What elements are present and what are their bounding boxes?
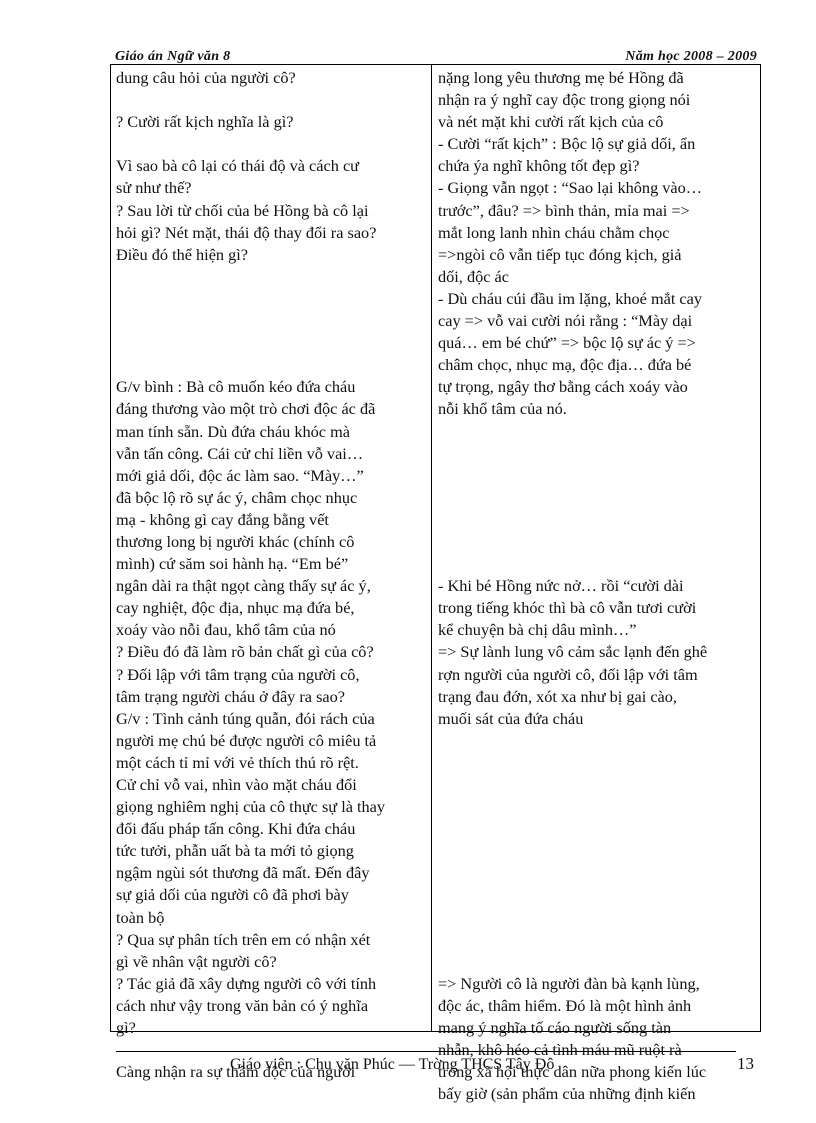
- right-col-line: dối, độc ác: [438, 266, 509, 286]
- left-col-line: giọng nghiêm nghị của cô thực sự là thay: [116, 797, 386, 817]
- right-col-line: mắt long lanh nhìn cháu chằm chọc: [438, 222, 670, 242]
- right-col-blank-line: [438, 465, 756, 487]
- left-col-line: ngậm ngùi sót thương đã mất. Đến đây: [116, 863, 370, 883]
- footer-rule: [116, 1051, 736, 1052]
- left-col-line: một cách tỉ mỉ với vẻ thích thú rõ rệt.: [116, 752, 359, 772]
- right-col-blank-line: [438, 951, 756, 973]
- right-col-line: châm chọc, nhục mạ, độc địa… đứa bé: [438, 355, 692, 375]
- left-col-line: sự giả dối của người cô đã phơi bày: [116, 885, 349, 905]
- left-col-blank-line: [116, 332, 422, 354]
- content-column: [438, 67, 756, 1105]
- left-col-line: Vì sao bà cô lại có thái độ và cách cư: [116, 156, 359, 176]
- footer-teacher-info: Giáo viên : Chu văn Phúc — Trờng THCS Tây Đô: [230, 1056, 555, 1073]
- right-col-line: và nét mặt khi cười rất kịch của cô: [438, 112, 664, 132]
- left-col-line: man tính sẵn. Dù đứa cháu khóc mà: [116, 421, 350, 441]
- right-col-blank-line: [438, 487, 756, 509]
- right-col-line: => Người cô là người đàn bà kạnh lùng,: [438, 973, 700, 993]
- left-col-line: toàn bộ: [116, 907, 165, 927]
- right-col-blank-line: [438, 752, 756, 774]
- left-col-line: cách như vậy trong văn bản có ý nghĩa: [116, 995, 369, 1015]
- left-col-line: xoáy vào nỗi đau, khổ tâm của nó: [116, 620, 336, 640]
- left-col-line: ? Tác giả đã xây dựng người cô với tính: [116, 973, 377, 993]
- right-col-line: muối sát của đứa cháu: [438, 708, 584, 728]
- left-col-line: mình) cứ săm soi hành hạ. “Em bé”: [116, 554, 349, 574]
- right-col-line: trạng đau đớn, xót xa như bị gai cào,: [438, 686, 677, 706]
- right-col-line: trong xã hội thực dân nữa phong kiến lúc: [438, 1062, 707, 1082]
- left-col-line: đã bộc lộ rõ sự ác ý, châm chọc nhục: [116, 487, 358, 507]
- right-col-blank-line: [438, 907, 756, 929]
- right-col-line: nhận ra ý nghĩ cay độc trong giọng nói: [438, 90, 691, 110]
- left-col-line: sử như thế?: [116, 178, 192, 198]
- left-col-line: Điều đó thể hiện gì?: [116, 244, 249, 264]
- left-col-blank-line: [116, 310, 422, 332]
- right-col-line: chứa ýa nghĩ không tốt đẹp gì?: [438, 156, 640, 176]
- left-col-line: gì về nhân vật người cô?: [116, 951, 277, 971]
- right-col-blank-line: [438, 443, 756, 465]
- right-col-blank-line: [438, 553, 756, 575]
- teacher-activity-column: [116, 67, 422, 1083]
- right-col-blank-line: [438, 796, 756, 818]
- left-col-blank-line: [116, 288, 422, 310]
- right-col-blank-line: [438, 774, 756, 796]
- right-col-line: - Dù cháu cúi đầu im lặng, khoé mắt cay: [438, 288, 703, 308]
- left-col-line: ? Sau lời từ chối của bé Hồng bà cô lại: [116, 200, 369, 220]
- page-number: 13: [737, 1054, 754, 1073]
- left-col-line: tâm trạng người cháu ở đây ra sao?: [116, 686, 346, 706]
- header-course-title: Giáo án Ngữ văn 8: [115, 49, 231, 64]
- left-col-line: ? Cười rất kịch nghĩa là gì?: [116, 112, 294, 132]
- right-col-line: trước”, đâu? => bình thản, mỉa mai =>: [438, 200, 690, 220]
- left-col-line: dung câu hỏi của người cô?: [116, 68, 296, 87]
- right-col-line: - Cười “rất kịch” : Bộc lộ sự giả dối, ẩn: [438, 134, 696, 154]
- right-col-line: quá… em bé chứ” => bộc lộ sự ác ý =>: [438, 333, 696, 353]
- right-col-line: =>ngòi cô vẫn tiếp tục đóng kịch, giả: [438, 244, 682, 264]
- right-col-blank-line: [438, 509, 756, 531]
- right-col-blank-line: [438, 421, 756, 443]
- left-col-line: ? Qua sự phân tích trên em có nhận xét: [116, 929, 371, 949]
- left-col-line: Cử chỉ vỗ vai, nhìn vào mặt cháu đổi: [116, 775, 357, 794]
- right-col-line: độc ác, thâm hiểm. Đó là một hình ảnh: [438, 995, 692, 1015]
- left-col-blank-line: [116, 266, 422, 288]
- right-col-line: trong tiếng khóc thì bà cô vẫn tươi cười: [438, 598, 697, 618]
- right-col-line: nhẫn, khô héo cả tình máu mũ ruột rà: [438, 1040, 682, 1060]
- right-col-blank-line: [438, 531, 756, 553]
- right-col-line: nặng long yêu thương mẹ bé Hồng đã: [438, 68, 684, 87]
- left-col-line: tức tưởi, phẫn uất bà ta mới tỏ giọng: [116, 841, 354, 861]
- left-col-line: ? Điều đó đã làm rõ bản chất gì của cô?: [116, 642, 374, 662]
- left-col-blank-line: [116, 133, 422, 155]
- left-col-blank-line: [116, 354, 422, 376]
- left-col-line: Càng nhận ra sự thâm độc của người: [116, 1062, 356, 1082]
- right-col-line: mang ý nghĩa tố cáo người sống tàn: [438, 1018, 672, 1038]
- right-col-blank-line: [438, 884, 756, 906]
- left-col-line: ngân dài ra thật ngọt càng thấy sự ác ý,: [116, 576, 371, 596]
- left-col-line: thương long bị người khác (chính cô: [116, 531, 355, 551]
- left-col-line: đáng thương vào một trò chơi độc ác đã: [116, 399, 376, 419]
- right-col-blank-line: [438, 862, 756, 884]
- right-col-line: - Khi bé Hồng nức nở… rồi “cười dài: [438, 576, 684, 596]
- left-col-line: hỏi gì? Nét mặt, thái độ thay đổi ra sao?: [116, 222, 377, 242]
- right-col-blank-line: [438, 929, 756, 951]
- left-col-line: G/v : Tình cảnh túng quẫn, đói rách của: [116, 708, 375, 728]
- left-col-line: ? Đối lập với tâm trạng của người cô,: [116, 664, 360, 684]
- right-col-line: nỗi khổ tâm của nó.: [438, 399, 567, 419]
- left-col-line: vẫn tấn công. Cái cử chỉ liền vỗ vai…: [116, 443, 364, 463]
- right-col-line: - Giọng vẫn ngọt : “Sao lại không vào…: [438, 178, 703, 198]
- left-col-line: người mẹ chú bé được người cô miêu tả: [116, 730, 377, 750]
- right-col-line: bấy giờ (sản phẩm của những định kiến: [438, 1084, 696, 1104]
- column-divider: [431, 65, 432, 1031]
- right-col-blank-line: [438, 730, 756, 752]
- right-col-line: => Sự lành lung vô cảm sắc lạnh đến ghê: [438, 642, 708, 662]
- right-col-blank-line: [438, 818, 756, 840]
- right-col-blank-line: [438, 840, 756, 862]
- left-col-line: cay nghiệt, độc địa, nhục mạ đứa bé,: [116, 598, 355, 618]
- left-col-line: mạ - không gì cay đắng bằng vết: [116, 509, 329, 529]
- right-col-line: tự trọng, ngây thơ bằng cách xoáy vào: [438, 377, 688, 397]
- left-col-line: G/v bình : Bà cô muốn kéo đứa cháu: [116, 377, 356, 397]
- header-school-year: Năm học 2008 – 2009: [625, 49, 757, 64]
- left-col-line: mới giả dối, độc ác làm sao. “Mày…”: [116, 465, 364, 485]
- right-col-line: rợn người của người cô, đối lập với tâm: [438, 664, 698, 684]
- left-col-line: gì?: [116, 1018, 136, 1038]
- right-col-line: kể chuyện bà chị dâu mình…”: [438, 620, 637, 640]
- left-col-line: đổi đấu pháp tấn công. Khi đứa cháu: [116, 819, 356, 839]
- left-col-blank-line: [116, 89, 422, 111]
- right-col-line: cay => vỗ vai cười nói rằng : “Mày dại: [438, 311, 693, 331]
